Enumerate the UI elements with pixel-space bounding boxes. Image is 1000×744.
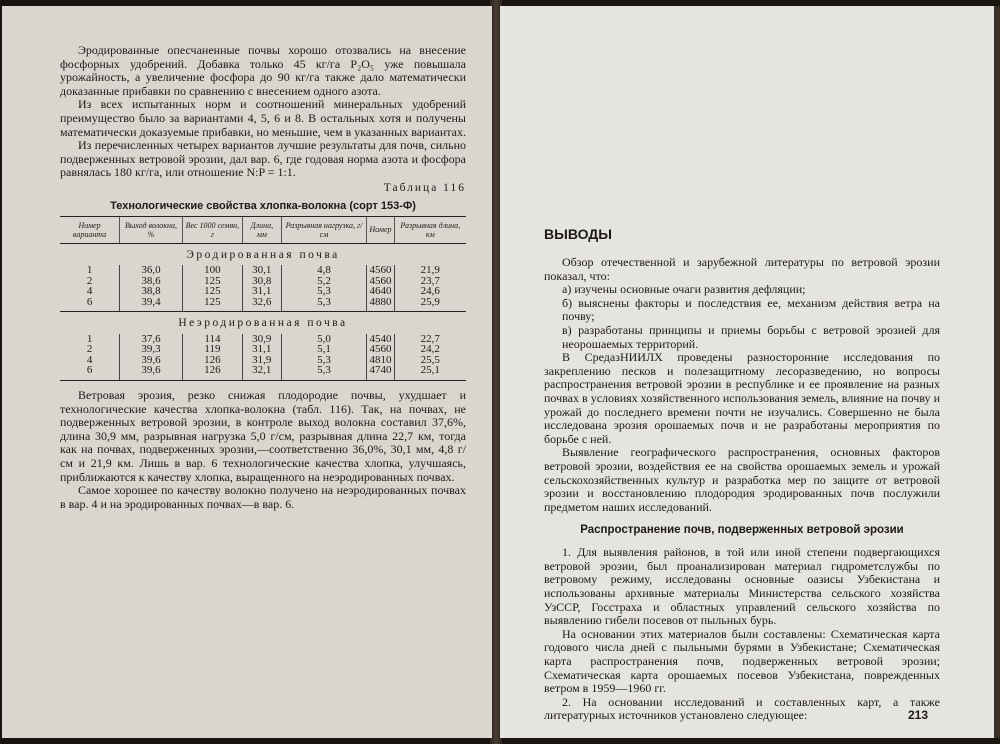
- table-cell: 4880: [367, 297, 394, 312]
- left-bottom-text: [60, 389, 466, 511]
- table-cell: 32,1: [242, 365, 281, 380]
- table-cell: 125: [182, 286, 242, 297]
- intro-paragraph: Обзор отечественной и зарубежной литературы по ветровой эрозии показал, что:: [544, 255, 940, 283]
- page-edge: [994, 6, 1000, 738]
- table-cell: 39,4: [120, 297, 183, 312]
- table-cell: 125: [182, 297, 242, 312]
- paragraph: В СредазНИИЛХ проведены разносторонние исследования по закреплению песков и полезащитному лесоразведению, но вопросы распространения ветровой эрозии в республике и ее проявление на разных почвах в условиях хозяйственного использования земель, влияние на почву и урожай до последнего времени почти не изучались. Совершенно не была исследована эрозия орошаемых почв и не разработаны мероприятия по борьбе с ней.: [544, 350, 940, 446]
- table-cell: 4810: [367, 355, 394, 366]
- paragraph: 1. Для выявления районов, в той или иной степени подвергающихся ветровой эрозии, был проанализирован материал гидрометслужбы по ветровому режиму, исследованы основные оазисы Узбекистана и использованы архивные материалы Министерства сельского хозяйства УзССР, Госстраха и областных управлений сельского хозяйства по выявлению гибели посевов от пыльных бурь.: [544, 545, 940, 628]
- paragraph: Самое хорошее по качеству волокно получено на неэродированных почвах в вар. 4 и на эродированных почвах—в вар. 6.: [60, 483, 466, 511]
- table-cell: 4560: [367, 344, 394, 355]
- table-section-row: [60, 243, 466, 265]
- table-cell: 39,3: [120, 344, 183, 355]
- table-section-row: [60, 312, 466, 334]
- table-section-label: Неэродированная почва: [178, 317, 348, 330]
- table-cell: 6: [60, 297, 120, 312]
- table-cell: 21,9: [394, 265, 466, 276]
- table-header-cell: Разрывная нагрузка, г/см: [281, 216, 367, 243]
- paragraph: 2. На основании исследований и составленных карт, а также литературных источников установлено следующее:: [544, 694, 940, 723]
- table-cell: 4,8: [281, 265, 367, 276]
- paragraph: в) разработаны принципы и приемы борьбы с ветровой эрозией для неорошаемых территорий.: [562, 322, 940, 351]
- table-cell: 23,7: [394, 276, 466, 287]
- table-cell: 100: [182, 265, 242, 276]
- table-cell: 2: [86, 343, 93, 356]
- paragraph: Из перечисленных четырех вариантов лучшие результаты для почв, сильно подверженных ветровой эрозии, дал вар. 6, где годовая норма азота и фосфора равнялась 180 кг/га, или отношение N:P = 1:1.: [60, 138, 466, 180]
- paragraph: Ветровая эрозия, резко снижая плодородие почвы, ухудшает и технологические качества хлопка-волокна (табл. 116). Так, на почвах, не подверженных ветровой эрозии, в контроле выход волокна составил 37,6%, длина 30,9 мм, разрывная нагрузка 5,0 г/см, разрывная длина 22,7 км, тогда как на почвах, подверженных эрозии,—соответственно 36,0%, 30,1 мм, 4,8 г/см и 21,9 км. Лишь в вар. 6 технологические качества хлопка, улучшаясь, приближаются к качеству хлопка, выращенного на неэродированных почвах.: [60, 387, 466, 484]
- table-cell: 32,6: [242, 297, 281, 312]
- table-cell: 5,1: [281, 344, 367, 355]
- table-row: [60, 297, 466, 312]
- table-cell: 114: [182, 334, 242, 345]
- table-cell: 5,2: [281, 276, 367, 287]
- table-cell: 6: [60, 365, 120, 380]
- table-cell: 38,6: [120, 276, 183, 287]
- table-cell: 4560: [367, 265, 394, 276]
- table-cell: 31,9: [242, 355, 281, 366]
- table-header-cell: Номер варианта: [60, 216, 120, 243]
- table-cell: 1: [86, 332, 93, 345]
- table-cell: 39,6: [120, 355, 183, 366]
- table-cell: 39,6: [120, 365, 183, 380]
- table-body: [60, 243, 466, 380]
- table-cell: 25,5: [394, 355, 466, 366]
- table-cell: 4640: [367, 286, 394, 297]
- table-header-cell: Длина, мм: [242, 216, 281, 243]
- right-paragraphs-2: [544, 546, 940, 723]
- table-cell: 25,1: [394, 365, 466, 380]
- table-header-cell: Номер: [367, 216, 394, 243]
- paragraph: Выявление географического распространения, основных факторов ветровой эрозии, воздействия ее на свойства орошаемых земель и урожай сельскохозяйственных культур и разработка мер по защите от ветровой эрозии и восстановлению плодородия эродированных почв послужили предметом наших исследований.: [544, 445, 940, 514]
- table-cell: 4: [86, 353, 93, 366]
- table-cell: 31,1: [242, 286, 281, 297]
- table-cell: 125: [182, 276, 242, 287]
- right-paragraphs: [544, 351, 940, 514]
- table-cell: 5,3: [281, 297, 367, 312]
- table-section-label: Эродированная почва: [186, 248, 340, 261]
- section-subheading: Распространение почв, подверженных ветровой эрозии: [580, 524, 904, 537]
- paragraph: На основании этих материалов были составлены: Схематическая карта годового числа дней с пыльными бурями в Узбекистане; Схематическая карта распространения почв, подверженных ветровой эрозии; Схематическая карта орошаемых посевов Узбекистана, поврежденных ветром в 1959—1960 гг.: [544, 626, 940, 696]
- table-cell: 4: [86, 285, 93, 298]
- table-container: [60, 216, 466, 381]
- fiber-properties-table: [60, 216, 466, 381]
- left-top-text: [60, 44, 466, 180]
- right-page: [500, 6, 994, 738]
- table-cell: 1: [86, 264, 93, 277]
- table-cell: 36,0: [120, 265, 183, 276]
- table-cell: 24,6: [394, 286, 466, 297]
- table-cell: 37,6: [120, 334, 183, 345]
- table-cell: 4540: [367, 334, 394, 345]
- table-cell: 5,3: [281, 365, 367, 380]
- table-cell: 30,9: [242, 334, 281, 345]
- table-cell: 126: [182, 355, 242, 366]
- table-cell: 30,1: [242, 265, 281, 276]
- paragraph: Из всех испытанных норм и соотношений минеральных удобрений преимущество было за вариантами 4, 5, 6 и 8. В остальных хотя и получены математически доказуемые прибавки, но меньшие, чем в указанных вариантах.: [60, 97, 466, 139]
- table-cell: 5,3: [281, 355, 367, 366]
- conclusions-heading: ВЫВОДЫ: [544, 226, 612, 242]
- table-header-row: [60, 216, 466, 243]
- table-cell: 4560: [367, 276, 394, 287]
- table-cell: 22,7: [394, 334, 466, 345]
- table-cell: 119: [182, 344, 242, 355]
- table-title: Технологические свойства хлопка-волокна (сорт 153-Ф): [110, 199, 416, 212]
- table-cell: 31,1: [242, 344, 281, 355]
- table-header-cell: Выход волокна, %: [120, 216, 183, 243]
- table-caption: Таблица 116: [383, 181, 466, 194]
- table-cell: 30,8: [242, 276, 281, 287]
- paragraph: а) изучены основные очаги развития дефляции;: [562, 282, 806, 297]
- page-number: 213: [907, 708, 928, 722]
- table-cell: 126: [182, 365, 242, 380]
- left-page: [2, 6, 492, 738]
- table-cell: 25,9: [394, 297, 466, 312]
- table-cell: 5,3: [281, 286, 367, 297]
- findings-list: [544, 283, 940, 351]
- table-header-cell: Разрывная длина, км: [394, 216, 466, 243]
- table-cell: 24,2: [394, 344, 466, 355]
- table-cell: 2: [86, 274, 93, 287]
- table-cell: 5,0: [281, 334, 367, 345]
- paragraph: б) выяснены факторы и последствия ее, механизм действия ветра на почву;: [562, 295, 940, 324]
- table-cell: 38,8: [120, 286, 183, 297]
- table-cell: 4740: [367, 365, 394, 380]
- paragraph: Эродированные опесчаненные почвы хорошо отозвались на внесение фосфорных удобрений. Добавка только 45 кг/га P₂O₅ уже повышала урожайность, а увеличение фосфора до 90 кг/га также дало математически доказанные прибавки по сравнению с внесением одного азота.: [60, 43, 466, 98]
- table-row: [60, 365, 466, 380]
- table-header-cell: Вес 1000 семян, г: [182, 216, 242, 243]
